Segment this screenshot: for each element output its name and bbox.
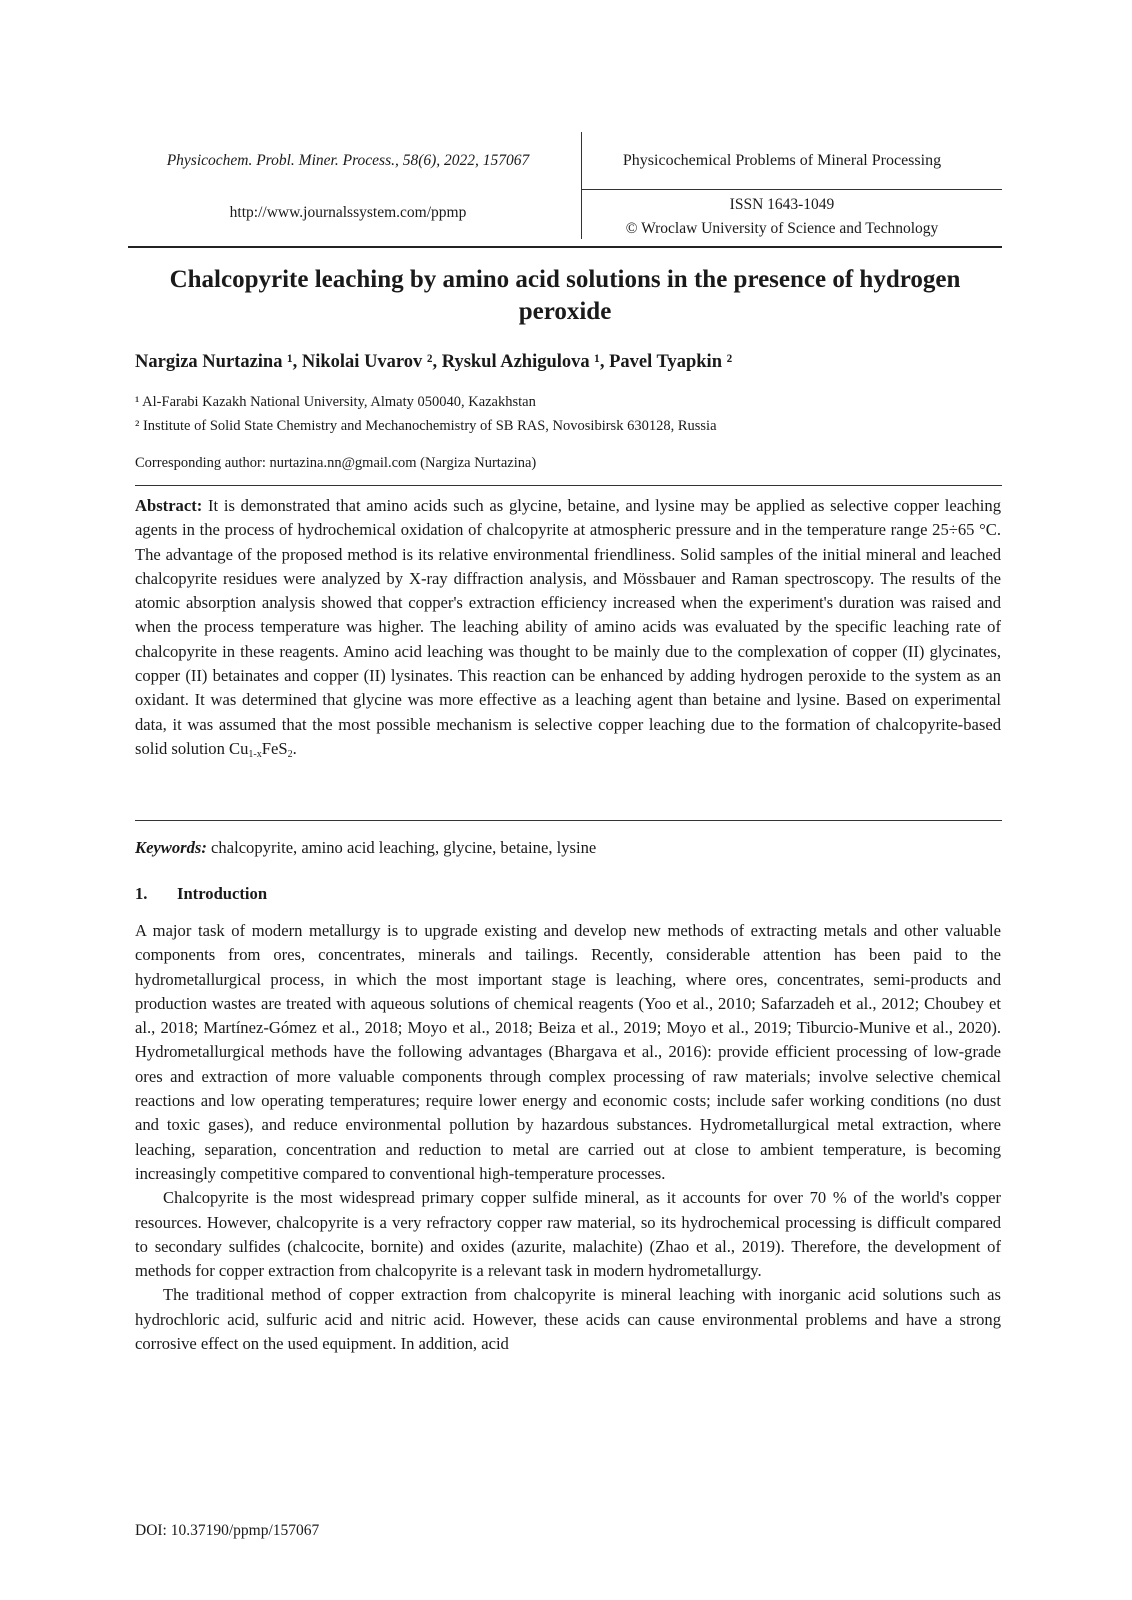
header-divider-middle xyxy=(582,189,1002,190)
affiliation-2: ² Institute of Solid State Chemistry and Mechanochemistry of SB RAS, Novosibirsk 630128, Russia xyxy=(135,418,717,434)
section-title: Introduction xyxy=(177,884,268,903)
author-list: Nargiza Nurtazina ¹, Nikolai Uvarov ², Ryskul Azhigulova ¹, Pavel Tyapkin ² xyxy=(135,352,733,372)
article-title: Chalcopyrite leaching by amino acid solutions in the presence of hydrogen peroxide xyxy=(169,266,961,325)
header-divider-bottom xyxy=(128,246,1002,248)
journal-citation: Physicochem. Probl. Miner. Process., 58(6), 2022, 157067 xyxy=(166,152,530,169)
keywords xyxy=(135,838,1001,858)
header-left-block xyxy=(128,132,568,239)
abstract-bottom-rule xyxy=(135,820,1002,821)
section-number: 1. xyxy=(135,884,148,903)
formula-end: . xyxy=(292,738,297,758)
journal-url[interactable]: http://www.journalssystem.com/ppmp xyxy=(229,204,467,221)
abstract-text: It is demonstrated that amino acids such as glycine, betaine, and lysine may be applied as selective copper leaching agents in the process of hydrochemical oxidation of chalcopyrite at atmospheric pressure and in the temperature range 25÷65 °C. The advantage of the proposed method is its relative environmental friendliness. Solid samples of the initial mineral and leached chalcopyrite residues were analyzed by X-ray diffraction analysis, and Mössbauer and Raman spectroscopy. The results of the atomic absorption analysis showed that copper's extraction efficiency increased when the experiment's duration was raised and when the process temperature was higher. The leaching ability of amino acids was evaluated by the specific leaching rate of chalcopyrite in these reagents. Amino acid leaching was thought to be mainly due to the complexation of copper (II) glycinates, copper (II) betainates and copper (II) lysinates. This reaction can be enhanced by adding hydrogen peroxide to the system as an oxidant. It was determined that glycine was more effective as a leaching agent than betaine and lysine. Based on experimental data, it was assumed that the most possible mechanism is selective copper leaching due to the formation of chalcopyrite-based solid solution Cu xyxy=(135,496,1001,758)
journal-issn: ISSN 1643-1049 xyxy=(729,196,835,213)
corresponding-author: Corresponding author: nurtazina.nn@gmail.com (Nargiza Nurtazina) xyxy=(135,455,537,471)
abstract-top-rule xyxy=(135,485,1002,486)
keywords-text: chalcopyrite, amino acid leaching, glycine, betaine, lysine xyxy=(206,838,597,857)
affiliation-1: ¹ Al-Farabi Kazakh National University, Almaty 050040, Kazakhstan xyxy=(135,394,536,410)
body-text xyxy=(135,919,1001,1356)
paragraph-1: A major task of modern metallurgy is to upgrade existing and develop new methods of extracting metals and other valuable components from ores, concentrates, minerals and tailings. Recently, considerable attention has been paid to the hydrometallurgical process, in which the most important stage is leaching, where ores, concentrates, semi-products and production wastes are treated with aqueous solutions of chemical reagents (Yoo et al., 2010; Safarzadeh et al., 2012; Choubey et al., 2018; Martínez-Gómez et al., 2018; Moyo et al., 2018; Beiza et al., 2019; Moyo et al., 2019; Tiburcio-Munive et al., 2020). Hydrometallurgical methods have the following advantages (Bhargava et al., 2016): provide efficient processing of low-grade ores and extraction of more valuable components through complex processing of raw materials; involve selective chemical reactions and low operating temperatures; require lower energy and economic costs; include safer working conditions (no dust and toxic gases), and reduce environmental pollution by hazardous substances. Hydrometallurgical metal extraction, where leaching, separation, concentration and reduction to metal are carried out at close to ambient temperature, is becoming increasingly competitive compared to conventional high-temperature processes. xyxy=(135,921,1001,1183)
paragraph-2: Chalcopyrite is the most widespread primary copper sulfide mineral, as it accounts for over 70 % of the world's copper resources. However, chalcopyrite is a very refractory copper raw material, so its hydrochemical processing is difficult compared to secondary sulfides (chalcocite, bornite) and oxides (azurite, malachite) (Zhao et al., 2019). Therefore, the development of methods for copper extraction from chalcopyrite is a relevant task in modern hydrometallurgy. xyxy=(135,1188,1001,1281)
formula-subscript-1: 1-x xyxy=(248,748,262,760)
abstract xyxy=(135,494,1001,761)
doi[interactable]: DOI: 10.37190/ppmp/157067 xyxy=(135,1522,320,1539)
keywords-label: Keywords: xyxy=(135,838,207,857)
journal-name: Physicochemical Problems of Mineral Processing xyxy=(622,152,942,169)
formula-subscript-2: 2 xyxy=(287,748,293,760)
abstract-label: Abstract: xyxy=(135,496,203,515)
section-heading xyxy=(135,884,267,904)
journal-copyright: © Wroclaw University of Science and Technology xyxy=(625,220,939,237)
paragraph-3: The traditional method of copper extraction from chalcopyrite is mineral leaching with inorganic acid solutions such as hydrochloric acid, sulfuric acid and nitric acid. However, these acids can cause environmental problems and have a strong corrosive effect on the used equipment. In addition, acid xyxy=(135,1285,1001,1354)
formula-middle: FeS xyxy=(261,738,288,758)
